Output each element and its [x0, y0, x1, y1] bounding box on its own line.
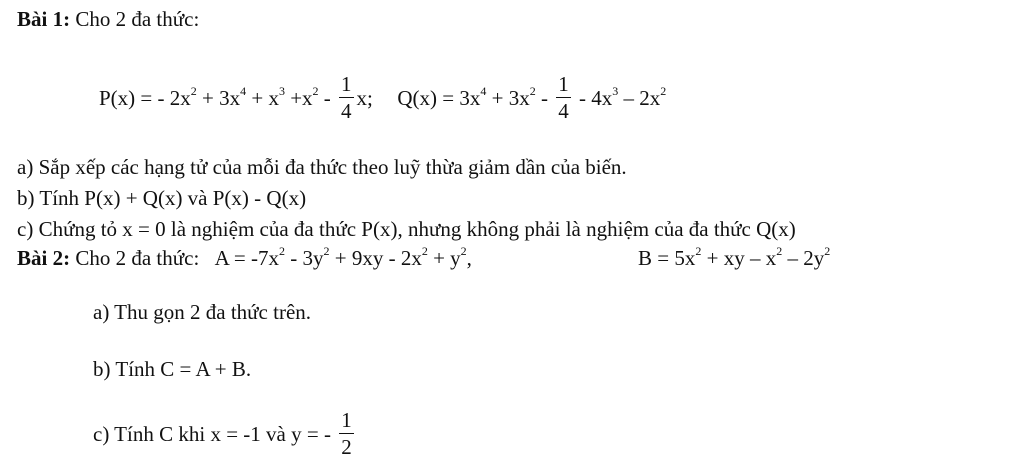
- a-term-3: + 9xy - 2x: [329, 246, 422, 270]
- p-exp-2: 4: [240, 83, 247, 98]
- a-term-1: A = -7x: [214, 246, 279, 270]
- q-exp-2: 2: [529, 83, 536, 98]
- bai2-header: [17, 244, 472, 270]
- bai1-item-a: a) Sắp xếp các hạng tử của mỗi đa thức theo luỹ thừa giảm dần của biến.: [17, 155, 627, 179]
- q-frac-den: 4: [558, 99, 569, 123]
- b-term-2: + xy – x: [701, 246, 777, 270]
- q-term-4: - 4x: [573, 85, 613, 110]
- a-exp-1: 2: [278, 244, 285, 258]
- polynomial-a: [215, 246, 472, 270]
- q-fraction: [556, 74, 571, 122]
- q-exp-5: 2: [660, 83, 667, 98]
- q-term-3: -: [535, 85, 554, 110]
- b-exp-1: 2: [695, 244, 702, 258]
- bai1-item-c: c) Chứng tỏ x = 0 là nghiệm của đa thức P(x), nhưng không phải là nghiệm của đa thức Q(x): [17, 217, 796, 241]
- c-frac-den: 2: [341, 435, 352, 459]
- p-exp-4: 2: [312, 83, 319, 98]
- polynomial-q: [397, 72, 667, 123]
- p-fraction: [339, 74, 354, 122]
- c-fraction: [339, 410, 354, 458]
- bai1-item-b: b) Tính P(x) + Q(x) và P(x) - Q(x): [17, 186, 307, 210]
- bai1-label: Bài 1:: [17, 7, 71, 31]
- b-term-3: – 2y: [782, 246, 825, 270]
- c-frac-num: 1: [341, 408, 352, 432]
- b-exp-2: 2: [776, 244, 783, 258]
- p-term-4: +x: [284, 85, 313, 110]
- p-frac-den: 4: [341, 99, 352, 123]
- q-term-1: Q(x) = 3x: [397, 85, 481, 110]
- a-term-2: - 3y: [284, 246, 324, 270]
- a-term-5: ,: [466, 246, 472, 270]
- p-term-2: + 3x: [196, 85, 241, 110]
- p-exp-1: 2: [190, 83, 197, 98]
- p-term-5: -: [318, 85, 337, 110]
- polynomial-p: [99, 72, 378, 123]
- bai2-item-b: b) Tính C = A + B.: [93, 357, 252, 381]
- a-exp-2: 2: [323, 244, 330, 258]
- q-term-5: – 2x: [618, 85, 661, 110]
- p-term-1: P(x) = - 2x: [99, 85, 191, 110]
- a-exp-3: 2: [421, 244, 428, 258]
- a-exp-4: 2: [460, 244, 467, 258]
- p-tail: x;: [356, 85, 373, 110]
- q-frac-num: 1: [558, 72, 569, 96]
- bai2-item-c-text: c) Tính C khi x = -1 và y = -: [93, 421, 337, 446]
- bai2-item-a: a) Thu gọn 2 đa thức trên.: [93, 300, 312, 324]
- p-frac-num: 1: [341, 72, 352, 96]
- p-term-3: + x: [246, 85, 279, 110]
- bai2-item-c: [93, 408, 357, 460]
- bai1-header: [17, 9, 199, 30]
- bai1-header-text: Cho 2 đa thức:: [75, 7, 200, 31]
- p-exp-3: 3: [278, 83, 285, 98]
- b-exp-3: 2: [824, 244, 831, 258]
- polynomial-b: [638, 244, 831, 270]
- polynomial-formulas: [99, 72, 667, 124]
- a-term-4: + y: [427, 246, 461, 270]
- q-exp-1: 4: [480, 83, 487, 98]
- bai2-header-text: Cho 2 đa thức:: [75, 246, 200, 270]
- b-term-1: B = 5x: [638, 246, 696, 270]
- q-term-2: + 3x: [486, 85, 530, 110]
- bai2-label: Bài 2:: [17, 246, 71, 270]
- q-exp-4: 3: [612, 83, 619, 98]
